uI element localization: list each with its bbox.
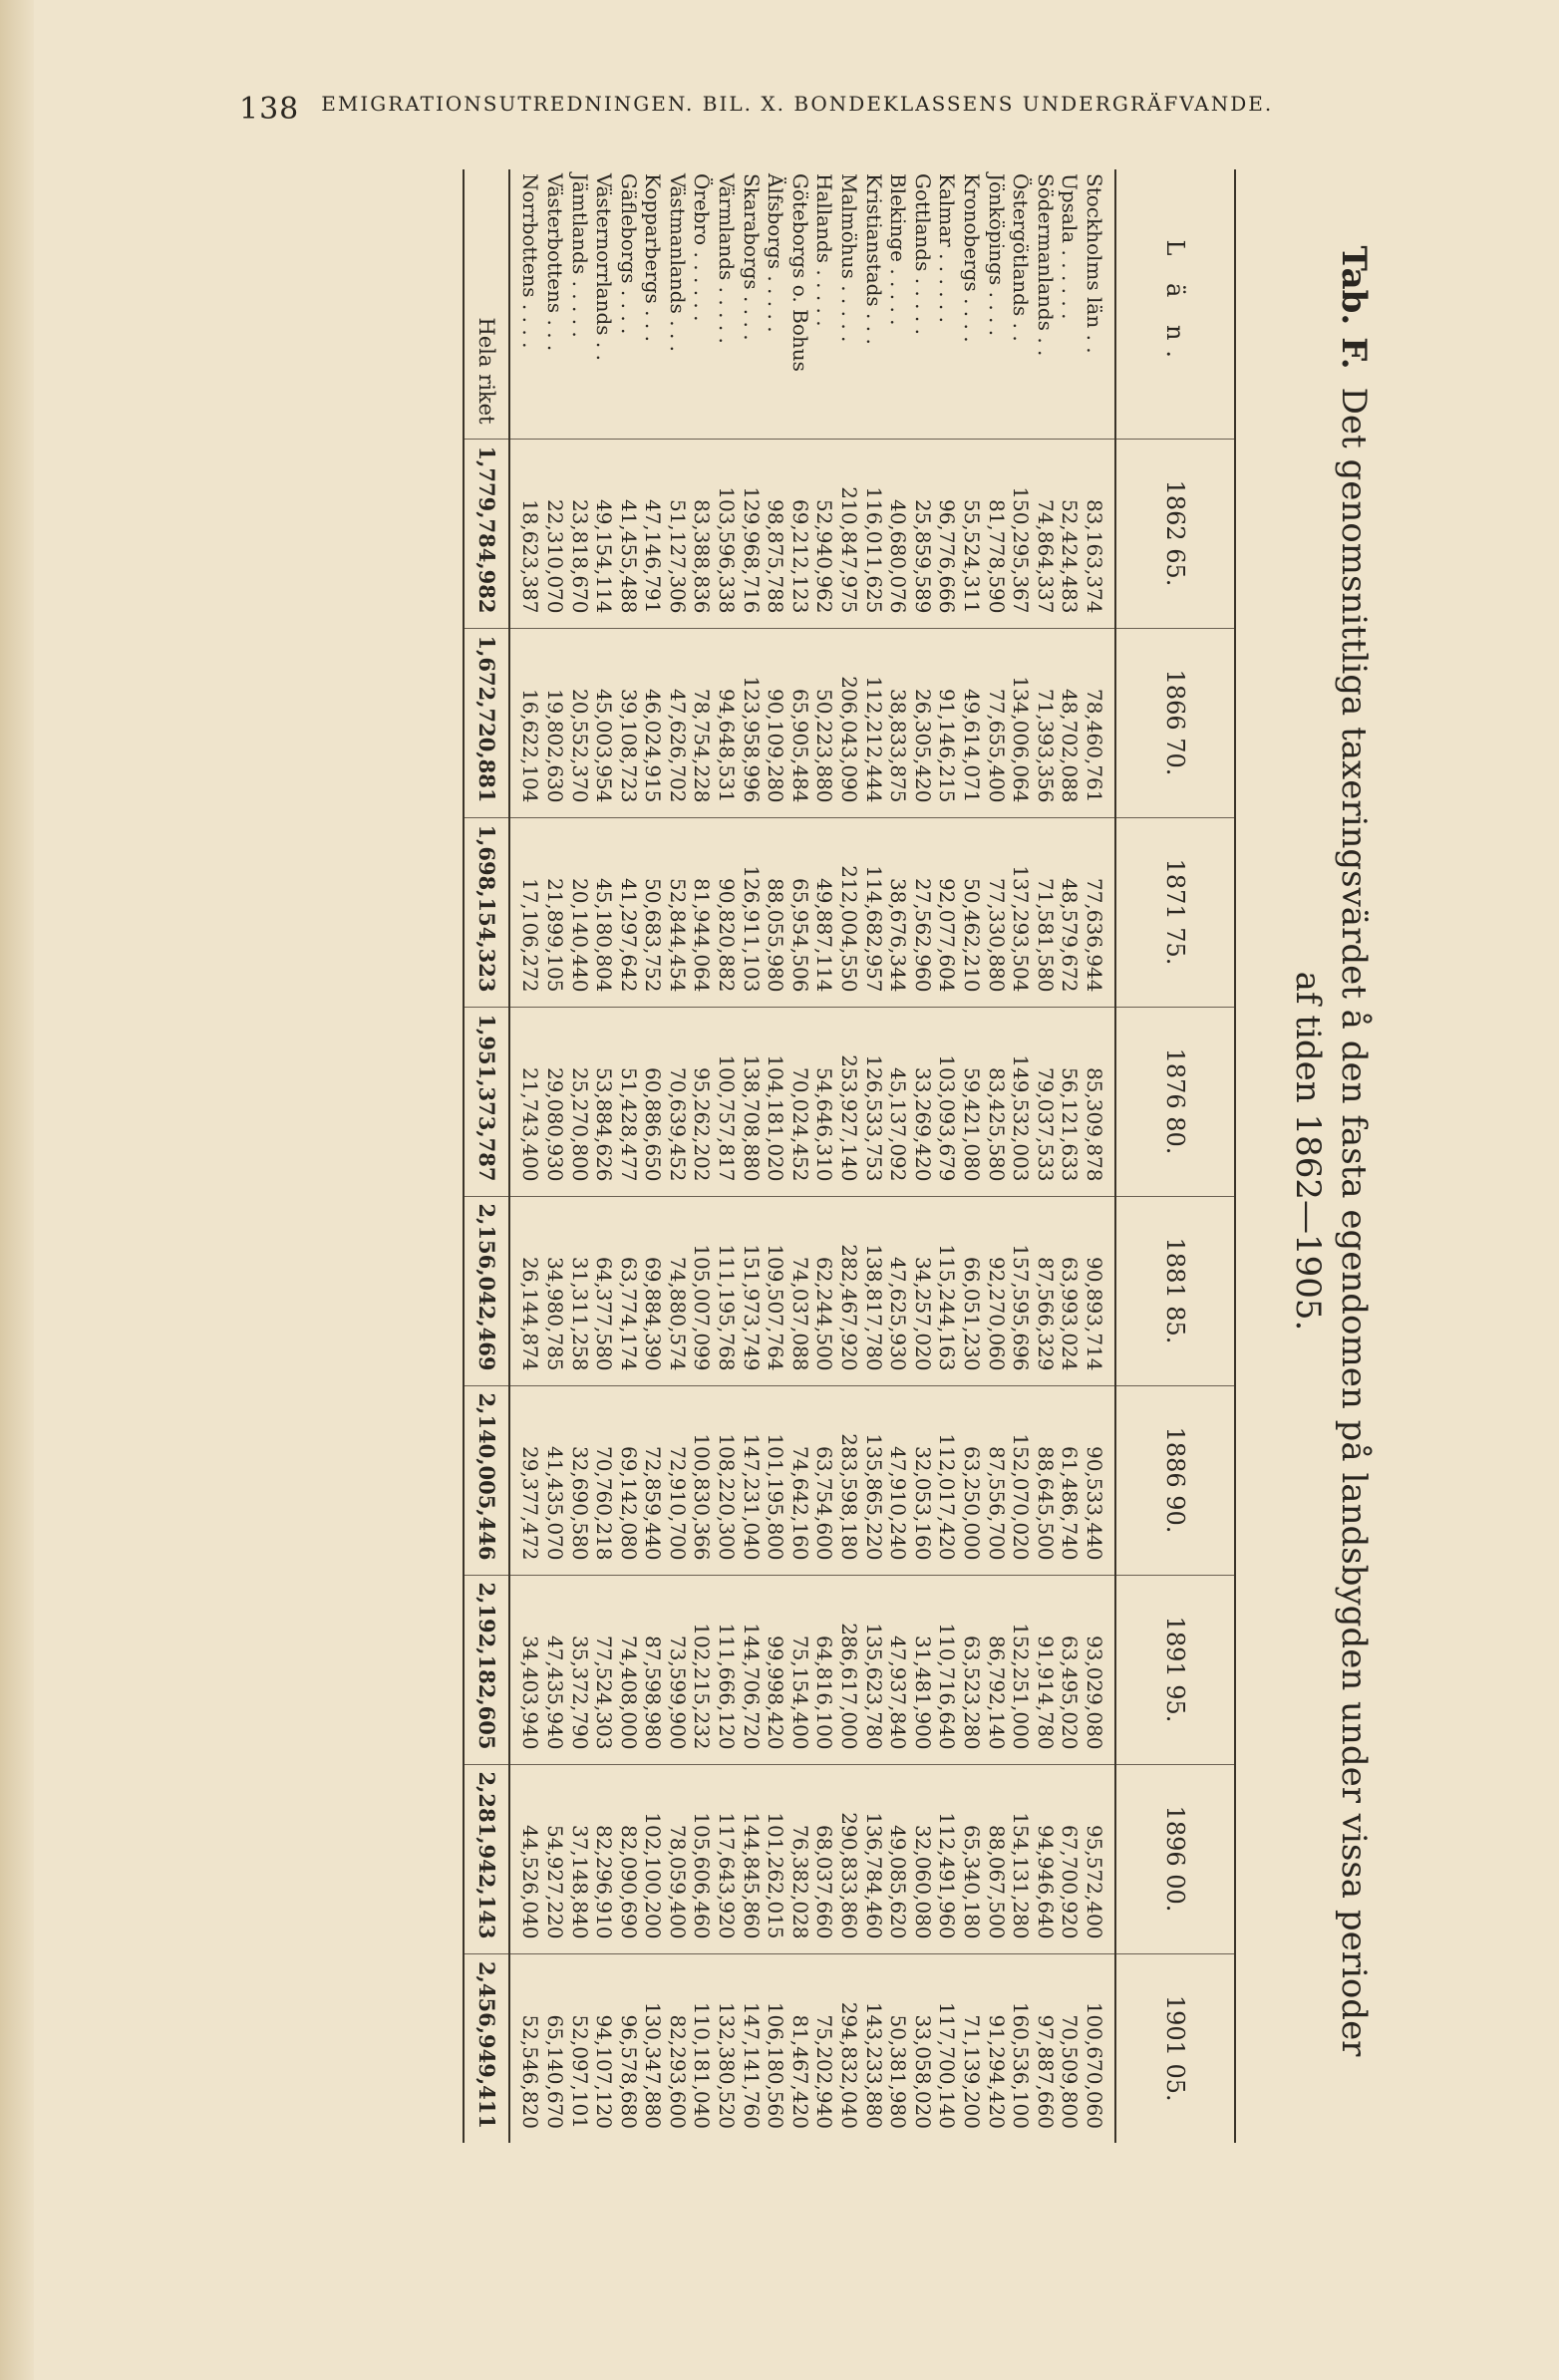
lan-name-cell: Upsala . . . . . . [1058, 173, 1083, 320]
value-cell: 77,330,880 [984, 817, 1009, 1007]
value-cell: 126,911,103 [739, 817, 764, 1007]
lan-name-cell: Jämtlands . . . . . [567, 173, 592, 338]
value-cell: 71,139,200 [959, 1953, 984, 2143]
caption-title: Det genomsnittliga taxeringsvärdet å den fasta egendomen på landsbygden under vissa perioder [1334, 387, 1374, 2057]
value-cell: 92,077,604 [935, 817, 960, 1007]
value-cell: 32,690,580 [567, 1385, 592, 1575]
running-title: EMIGRATIONSUTREDNINGEN. BIL. X. BONDEKLASSENS UNDERGRÄFVANDE. [321, 92, 1274, 116]
value-cell: 294,832,040 [836, 1953, 861, 2143]
column-header-period: 1866 70. [1115, 628, 1235, 817]
lan-name-cell: Västernorrlands . . [592, 173, 617, 361]
total-row [464, 169, 509, 2143]
value-cell: 76,382,028 [787, 1764, 812, 1953]
value-cell: 74,642,160 [787, 1385, 812, 1575]
value-cell: 21,743,400 [509, 1007, 543, 1196]
value-cell: 149,532,003 [1009, 1007, 1034, 1196]
value-cell: 117,700,140 [935, 1953, 960, 2143]
value-cell: 81,778,590 [984, 439, 1009, 628]
value-cell: 151,973,749 [739, 1196, 764, 1385]
table-row [812, 169, 837, 2143]
value-cell: 144,845,860 [739, 1764, 764, 1953]
value-cell: 50,462,210 [959, 817, 984, 1007]
value-cell: 65,140,670 [542, 1953, 567, 2143]
value-cell: 135,865,220 [861, 1385, 886, 1575]
value-cell: 109,507,764 [764, 1196, 788, 1385]
value-cell: 82,090,690 [616, 1764, 641, 1953]
value-cell: 51,428,477 [616, 1007, 641, 1196]
value-cell: 98,875,788 [764, 439, 788, 628]
lan-name-cell: Norrbottens . . . . [518, 173, 543, 349]
value-cell: 102,100,200 [641, 1764, 666, 1953]
value-cell: 47,937,840 [886, 1575, 911, 1764]
value-cell: 16,622,104 [509, 628, 543, 817]
table-row [690, 169, 715, 2143]
lan-name-cell: Gottlands . . . . . [910, 173, 935, 335]
value-cell: 68,037,660 [812, 1764, 837, 1953]
value-cell: 52,940,962 [812, 439, 837, 628]
value-cell: 69,212,123 [787, 439, 812, 628]
table-row [787, 169, 812, 2143]
column-header-period: 1881 85. [1115, 1196, 1235, 1385]
lan-name-cell: Kristianstads . . . [861, 173, 886, 345]
value-cell: 51,127,306 [665, 439, 690, 628]
value-cell: 75,202,940 [812, 1953, 837, 2143]
value-cell: 206,043,090 [836, 628, 861, 817]
value-cell: 90,820,882 [715, 817, 740, 1007]
table-row [665, 169, 690, 2143]
value-cell: 91,914,780 [1033, 1575, 1058, 1764]
value-cell: 60,886,650 [641, 1007, 666, 1196]
value-cell: 290,833,860 [836, 1764, 861, 1953]
value-cell: 74,864,337 [1033, 439, 1058, 628]
value-cell: 81,467,420 [787, 1953, 812, 2143]
value-cell: 212,004,550 [836, 817, 861, 1007]
value-cell: 112,212,444 [861, 628, 886, 817]
value-cell: 104,181,020 [764, 1007, 788, 1196]
value-cell: 83,163,374 [1082, 439, 1115, 628]
value-cell: 79,037,533 [1033, 1007, 1058, 1196]
value-cell: 48,579,672 [1058, 817, 1083, 1007]
value-cell: 95,572,400 [1082, 1764, 1115, 1953]
value-cell: 52,424,483 [1058, 439, 1083, 628]
page-header [239, 92, 1525, 127]
value-cell: 50,223,880 [812, 628, 837, 817]
value-cell: 50,381,980 [886, 1953, 911, 2143]
table-row [886, 169, 911, 2143]
total-value-cell: 1,779,784,982 [464, 439, 509, 628]
value-cell: 101,195,800 [764, 1385, 788, 1575]
value-cell: 65,340,180 [959, 1764, 984, 1953]
value-cell: 18,623,387 [509, 439, 543, 628]
value-cell: 210,847,975 [836, 439, 861, 628]
total-value-cell: 2,192,182,605 [464, 1575, 509, 1764]
table-row [1033, 169, 1058, 2143]
value-cell: 111,195,768 [715, 1196, 740, 1385]
column-header-lan: L ä n. [1115, 169, 1235, 439]
column-header-period: 1896 00. [1115, 1764, 1235, 1953]
value-cell: 115,244,163 [935, 1196, 960, 1385]
value-cell: 95,262,202 [690, 1007, 715, 1196]
value-cell: 87,566,329 [1033, 1196, 1058, 1385]
total-label-cell: Hela riket [464, 169, 509, 439]
value-cell: 34,257,020 [910, 1196, 935, 1385]
value-cell: 90,893,714 [1082, 1196, 1115, 1385]
value-cell: 22,310,070 [542, 439, 567, 628]
table-row [592, 169, 617, 2143]
header-row [1115, 169, 1235, 2143]
value-cell: 72,910,700 [665, 1385, 690, 1575]
value-cell: 112,017,420 [935, 1385, 960, 1575]
lan-name-cell: Värmlands . . . . . [715, 173, 740, 344]
table-row [739, 169, 764, 2143]
value-cell: 69,884,390 [641, 1196, 666, 1385]
table-row [935, 169, 960, 2143]
table-row [861, 169, 886, 2143]
value-cell: 82,296,910 [592, 1764, 617, 1953]
value-cell: 77,524,303 [592, 1575, 617, 1764]
value-cell: 82,293,600 [665, 1953, 690, 2143]
value-cell: 70,760,218 [592, 1385, 617, 1575]
value-cell: 49,887,114 [812, 817, 837, 1007]
value-cell: 96,776,666 [935, 439, 960, 628]
value-cell: 90,533,440 [1082, 1385, 1115, 1575]
value-cell: 105,007,099 [690, 1196, 715, 1385]
value-cell: 63,250,000 [959, 1385, 984, 1575]
value-cell: 20,140,440 [567, 817, 592, 1007]
value-cell: 134,006,064 [1009, 628, 1034, 817]
value-cell: 71,581,580 [1033, 817, 1058, 1007]
total-value-cell: 2,156,042,469 [464, 1196, 509, 1385]
value-cell: 34,403,940 [509, 1575, 543, 1764]
value-cell: 160,536,100 [1009, 1953, 1034, 2143]
value-cell: 21,899,105 [542, 817, 567, 1007]
value-cell: 39,108,723 [616, 628, 641, 817]
value-cell: 77,636,944 [1082, 817, 1115, 1007]
table-body [509, 169, 1115, 2143]
value-cell: 25,270,800 [567, 1007, 592, 1196]
value-cell: 44,526,040 [509, 1764, 543, 1953]
value-cell: 45,137,092 [886, 1007, 911, 1196]
table-caption [1266, 149, 1386, 2153]
lan-name-cell: Stockholms län . . [1083, 173, 1106, 354]
value-cell: 41,435,070 [542, 1385, 567, 1575]
value-cell: 69,142,080 [616, 1385, 641, 1575]
value-cell: 33,058,020 [910, 1953, 935, 2143]
value-cell: 110,181,040 [690, 1953, 715, 2143]
table-label: Tab. F. [1334, 245, 1374, 370]
value-cell: 150,295,367 [1009, 439, 1034, 628]
value-cell: 61,486,740 [1058, 1385, 1083, 1575]
value-cell: 35,372,790 [567, 1575, 592, 1764]
value-cell: 94,648,531 [715, 628, 740, 817]
value-cell: 47,626,702 [665, 628, 690, 817]
value-cell: 72,859,440 [641, 1385, 666, 1575]
valuation-table [463, 169, 1236, 2143]
table-row [836, 169, 861, 2143]
page-number: 138 [239, 92, 300, 127]
value-cell: 49,085,620 [886, 1764, 911, 1953]
value-cell: 114,682,957 [861, 817, 886, 1007]
column-header-period: 1891 95. [1115, 1575, 1235, 1764]
table-row [542, 169, 567, 2143]
value-cell: 27,562,960 [910, 817, 935, 1007]
value-cell: 103,596,338 [715, 439, 740, 628]
value-cell: 132,380,520 [715, 1953, 740, 2143]
value-cell: 49,154,114 [592, 439, 617, 628]
table-row [1009, 169, 1034, 2143]
value-cell: 87,598,980 [641, 1575, 666, 1764]
table-row [509, 169, 543, 2143]
lan-name-cell: Jönköpings . . . . [984, 173, 1009, 337]
value-cell: 123,958,996 [739, 628, 764, 817]
lan-name-cell: Malmöhus . . . . . [837, 173, 862, 343]
column-header-period: 1901 05. [1115, 1953, 1235, 2143]
value-cell: 100,830,366 [690, 1385, 715, 1575]
value-cell: 100,757,817 [715, 1007, 740, 1196]
value-cell: 157,595,696 [1009, 1196, 1034, 1385]
lan-name-cell: Kalmar . . . . . . [935, 173, 960, 323]
value-cell: 32,060,080 [910, 1764, 935, 1953]
value-cell: 83,388,836 [690, 439, 715, 628]
value-cell: 77,655,400 [984, 628, 1009, 817]
rotated-table-block [279, 149, 1386, 2153]
lan-name-cell: Kronobergs . . . . [960, 173, 985, 343]
value-cell: 110,716,640 [935, 1575, 960, 1764]
value-cell: 86,792,140 [984, 1575, 1009, 1764]
table-row [1082, 169, 1115, 2143]
lan-name-cell: Örebro . . . . . . [690, 173, 715, 322]
value-cell: 54,646,310 [812, 1007, 837, 1196]
value-cell: 78,059,400 [665, 1764, 690, 1953]
value-cell: 147,141,760 [739, 1953, 764, 2143]
value-cell: 70,509,800 [1058, 1953, 1083, 2143]
value-cell: 29,080,930 [542, 1007, 567, 1196]
value-cell: 137,293,504 [1009, 817, 1034, 1007]
value-cell: 64,377,580 [592, 1196, 617, 1385]
value-cell: 94,946,640 [1033, 1764, 1058, 1953]
value-cell: 47,910,240 [886, 1385, 911, 1575]
value-cell: 91,294,420 [984, 1953, 1009, 2143]
value-cell: 53,884,626 [592, 1007, 617, 1196]
lan-name-cell: Hallands . . . . . [812, 173, 837, 327]
total-value-cell: 2,140,005,446 [464, 1385, 509, 1575]
page-binding-edge [0, 0, 34, 2380]
value-cell: 63,993,024 [1058, 1196, 1083, 1385]
value-cell: 147,231,040 [739, 1385, 764, 1575]
value-cell: 45,180,804 [592, 817, 617, 1007]
table-row [910, 169, 935, 2143]
value-cell: 283,598,180 [836, 1385, 861, 1575]
value-cell: 32,053,160 [910, 1385, 935, 1575]
value-cell: 41,455,488 [616, 439, 641, 628]
lan-name-cell: Gäfleborgs . . . . [616, 173, 641, 335]
value-cell: 126,533,753 [861, 1007, 886, 1196]
value-cell: 41,297,642 [616, 817, 641, 1007]
value-cell: 103,093,679 [935, 1007, 960, 1196]
value-cell: 93,029,080 [1082, 1575, 1115, 1764]
value-cell: 34,980,785 [542, 1196, 567, 1385]
value-cell: 78,754,228 [690, 628, 715, 817]
value-cell: 40,680,076 [886, 439, 911, 628]
lan-name-cell: Älfsborgs . . . . . [764, 173, 788, 333]
caption-line-2: af tiden 1862—1905. [1288, 971, 1328, 1332]
value-cell: 74,880,574 [665, 1196, 690, 1385]
table-row [616, 169, 641, 2143]
lan-name-cell: Södermanlands . . [1033, 173, 1058, 357]
value-cell: 63,754,600 [812, 1385, 837, 1575]
value-cell: 88,067,500 [984, 1764, 1009, 1953]
value-cell: 50,683,752 [641, 817, 666, 1007]
value-cell: 65,954,506 [787, 817, 812, 1007]
value-cell: 59,421,080 [959, 1007, 984, 1196]
value-cell: 106,180,560 [764, 1953, 788, 2143]
column-header-period: 1886 90. [1115, 1385, 1235, 1575]
value-cell: 38,676,344 [886, 817, 911, 1007]
value-cell: 96,578,680 [616, 1953, 641, 2143]
column-header-period: 1876 80. [1115, 1007, 1235, 1196]
value-cell: 108,220,300 [715, 1385, 740, 1575]
value-cell: 74,408,000 [616, 1575, 641, 1764]
value-cell: 63,774,174 [616, 1196, 641, 1385]
value-cell: 56,121,633 [1058, 1007, 1083, 1196]
total-value-cell: 1,672,720,881 [464, 628, 509, 817]
table-row [641, 169, 666, 2143]
value-cell: 138,708,880 [739, 1007, 764, 1196]
value-cell: 138,817,780 [861, 1196, 886, 1385]
value-cell: 47,435,940 [542, 1575, 567, 1764]
lan-name-cell: Västerbottens . . . [542, 173, 567, 352]
lan-name-cell: Västmanlands . . . [665, 173, 690, 353]
value-cell: 152,070,020 [1009, 1385, 1034, 1575]
value-cell: 144,706,720 [739, 1575, 764, 1764]
column-header-period: 1871 75. [1115, 817, 1235, 1007]
total-value-cell: 1,698,154,323 [464, 817, 509, 1007]
value-cell: 92,270,060 [984, 1196, 1009, 1385]
table-row [984, 169, 1009, 2143]
value-cell: 286,617,000 [836, 1575, 861, 1764]
value-cell: 54,927,220 [542, 1764, 567, 1953]
value-cell: 20,552,370 [567, 628, 592, 817]
value-cell: 48,702,088 [1058, 628, 1083, 817]
value-cell: 83,425,580 [984, 1007, 1009, 1196]
value-cell: 97,887,660 [1033, 1953, 1058, 2143]
value-cell: 88,645,500 [1033, 1385, 1058, 1575]
value-cell: 38,833,875 [886, 628, 911, 817]
value-cell: 88,055,980 [764, 817, 788, 1007]
value-cell: 136,784,460 [861, 1764, 886, 1953]
value-cell: 154,131,280 [1009, 1764, 1034, 1953]
value-cell: 143,233,880 [861, 1953, 886, 2143]
value-cell: 19,802,630 [542, 628, 567, 817]
value-cell: 94,107,120 [592, 1953, 617, 2143]
value-cell: 66,051,230 [959, 1196, 984, 1385]
value-cell: 52,097,101 [567, 1953, 592, 2143]
value-cell: 33,269,420 [910, 1007, 935, 1196]
value-cell: 23,818,670 [567, 439, 592, 628]
value-cell: 253,927,140 [836, 1007, 861, 1196]
value-cell: 26,305,420 [910, 628, 935, 817]
table-row [567, 169, 592, 2143]
value-cell: 26,144,874 [509, 1196, 543, 1385]
value-cell: 52,844,454 [665, 817, 690, 1007]
value-cell: 81,944,064 [690, 817, 715, 1007]
value-cell: 49,614,071 [959, 628, 984, 817]
value-cell: 52,546,820 [509, 1953, 543, 2143]
value-cell: 31,311,258 [567, 1196, 592, 1385]
value-cell: 70,024,452 [787, 1007, 812, 1196]
value-cell: 65,905,484 [787, 628, 812, 817]
value-cell: 25,859,589 [910, 439, 935, 628]
value-cell: 129,968,716 [739, 439, 764, 628]
value-cell: 90,109,280 [764, 628, 788, 817]
value-cell: 67,700,920 [1058, 1764, 1083, 1953]
value-cell: 64,816,100 [812, 1575, 837, 1764]
value-cell: 135,623,780 [861, 1575, 886, 1764]
value-cell: 78,460,761 [1082, 628, 1115, 817]
lan-name-cell: Göteborgs o. Bohus [787, 173, 812, 372]
value-cell: 71,393,356 [1033, 628, 1058, 817]
value-cell: 117,643,920 [715, 1764, 740, 1953]
value-cell: 116,011,625 [861, 439, 886, 628]
value-cell: 85,309,878 [1082, 1007, 1115, 1196]
table-row [959, 169, 984, 2143]
column-header-period: 1862 65. [1115, 439, 1235, 628]
value-cell: 100,670,060 [1082, 1953, 1115, 2143]
value-cell: 105,606,460 [690, 1764, 715, 1953]
value-cell: 55,524,311 [959, 439, 984, 628]
value-cell: 45,003,954 [592, 628, 617, 817]
value-cell: 17,106,272 [509, 817, 543, 1007]
total-value-cell: 1,951,373,787 [464, 1007, 509, 1196]
value-cell: 112,491,960 [935, 1764, 960, 1953]
value-cell: 29,377,472 [509, 1385, 543, 1575]
value-cell: 130,347,880 [641, 1953, 666, 2143]
total-value-cell: 2,281,942,143 [464, 1764, 509, 1953]
value-cell: 62,244,500 [812, 1196, 837, 1385]
value-cell: 46,024,915 [641, 628, 666, 817]
value-cell: 31,481,900 [910, 1575, 935, 1764]
lan-name-cell: Kopparbergs . . . [641, 173, 666, 342]
table-row [1058, 169, 1083, 2143]
value-cell: 37,148,840 [567, 1764, 592, 1953]
total-value-cell: 2,456,949,411 [464, 1953, 509, 2143]
value-cell: 111,666,120 [715, 1575, 740, 1764]
value-cell: 102,215,232 [690, 1575, 715, 1764]
value-cell: 282,467,920 [836, 1196, 861, 1385]
value-cell: 152,251,000 [1009, 1575, 1034, 1764]
value-cell: 91,146,215 [935, 628, 960, 817]
table-row [764, 169, 788, 2143]
table-row [715, 169, 740, 2143]
lan-name-cell: Skaraborgs . . . . [739, 173, 764, 341]
value-cell: 63,523,280 [959, 1575, 984, 1764]
value-cell: 73,599,900 [665, 1575, 690, 1764]
value-cell: 74,037,088 [787, 1196, 812, 1385]
value-cell: 75,154,400 [787, 1575, 812, 1764]
lan-name-cell: Östergötlands . . [1009, 173, 1034, 342]
value-cell: 70,639,452 [665, 1007, 690, 1196]
value-cell: 47,146,791 [641, 439, 666, 628]
value-cell: 87,556,700 [984, 1385, 1009, 1575]
caption-line-1 [1330, 149, 1378, 2153]
value-cell: 47,625,930 [886, 1196, 911, 1385]
value-cell: 99,998,420 [764, 1575, 788, 1764]
value-cell: 63,495,020 [1058, 1575, 1083, 1764]
lan-name-cell: Blekinge . . . . . [886, 173, 911, 326]
value-cell: 101,262,015 [764, 1764, 788, 1953]
